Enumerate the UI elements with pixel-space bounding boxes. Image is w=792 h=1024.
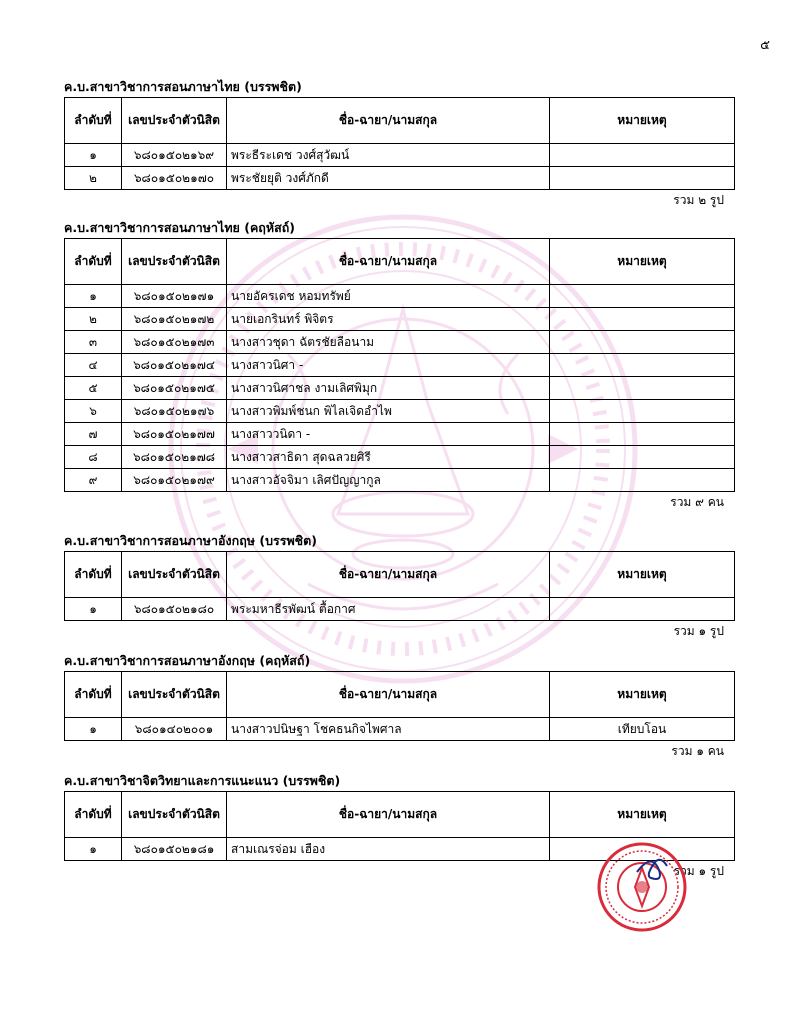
cell-no: ๓ — [65, 331, 122, 354]
cell-student-id: ๖๘๐๑๔๐๒๐๐๑ — [122, 718, 227, 741]
table-header-row — [65, 98, 735, 144]
section-total: รวม ๙ คน — [670, 495, 724, 509]
section-thai-laypeople — [64, 220, 726, 512]
section-total: รวม ๑ รูป — [673, 624, 724, 638]
header-name: ชื่อ-ฉายา/นามสกุล — [227, 792, 550, 838]
table-row — [65, 400, 735, 423]
cell-no: ๑ — [65, 144, 122, 167]
cell-note — [550, 167, 735, 190]
cell-name: นางสาวปนิษฐา โชคธนกิจไพศาล — [227, 718, 550, 741]
table-row — [65, 377, 735, 400]
header-no: ลำดับที่ — [65, 672, 122, 718]
section-total: รวม ๒ รูป — [673, 193, 724, 207]
cell-student-id: ๖๘๐๑๕๐๒๑๘๐ — [122, 598, 227, 621]
cell-name: นายอัครเดช หอมทรัพย์ — [227, 285, 550, 308]
cell-no: ๑ — [65, 838, 122, 861]
student-table — [64, 97, 735, 190]
cell-name: นางสาวอัจจิมา เลิศปัญญากูล — [227, 469, 550, 492]
cell-student-id: ๖๘๐๑๕๐๒๑๗๔ — [122, 354, 227, 377]
header-student-id: เลขประจำตัวนิสิต — [122, 672, 227, 718]
cell-student-id: ๖๘๐๑๕๐๒๑๗๓ — [122, 331, 227, 354]
cell-no: ๕ — [65, 377, 122, 400]
cell-note: เทียบโอน — [550, 718, 735, 741]
section-total: รวม ๑ คน — [671, 744, 724, 758]
table-row — [65, 446, 735, 469]
section-english-laypeople — [64, 653, 726, 761]
table-row — [65, 308, 735, 331]
cell-note — [550, 308, 735, 331]
cell-no: ๙ — [65, 469, 122, 492]
header-name: ชื่อ-ฉายา/นามสกุล — [227, 98, 550, 144]
table-header-row — [65, 552, 735, 598]
cell-no: ๒ — [65, 167, 122, 190]
cell-name: นางสาววนิดา - — [227, 423, 550, 446]
table-row — [65, 331, 735, 354]
cell-no: ๖ — [65, 400, 122, 423]
section-english-monks — [64, 533, 726, 641]
header-note: หมายเหตุ — [550, 792, 735, 838]
cell-no: ๔ — [65, 354, 122, 377]
cell-no: ๑ — [65, 598, 122, 621]
student-table — [64, 671, 735, 741]
table-header-row — [65, 792, 735, 838]
header-name: ชื่อ-ฉายา/นามสกุล — [227, 552, 550, 598]
cell-note — [550, 469, 735, 492]
header-student-id: เลขประจำตัวนิสิต — [122, 792, 227, 838]
cell-student-id: ๖๘๐๑๕๐๒๑๗๒ — [122, 308, 227, 331]
table-row — [65, 423, 735, 446]
cell-note — [550, 377, 735, 400]
header-note: หมายเหตุ — [550, 98, 735, 144]
cell-note — [550, 423, 735, 446]
student-table — [64, 551, 735, 621]
header-student-id: เลขประจำตัวนิสิต — [122, 239, 227, 285]
header-note: หมายเหตุ — [550, 239, 735, 285]
table-row — [65, 598, 735, 621]
table-row — [65, 354, 735, 377]
cell-note — [550, 446, 735, 469]
cell-note — [550, 354, 735, 377]
header-note: หมายเหตุ — [550, 552, 735, 598]
cell-student-id: ๖๘๐๑๕๐๒๑๖๙ — [122, 144, 227, 167]
cell-no: ๗ — [65, 423, 122, 446]
cell-student-id: ๖๘๐๑๕๐๒๑๗๗ — [122, 423, 227, 446]
cell-no: ๑ — [65, 718, 122, 741]
section-title: ค.บ.สาขาวิชาจิตวิทยาและการแนะแนว (บรรพชิต) — [64, 773, 341, 788]
header-student-id: เลขประจำตัวนิสิต — [122, 98, 227, 144]
table-row — [65, 469, 735, 492]
section-title: ค.บ.สาขาวิชาการสอนภาษาไทย (บรรพชิต) — [64, 79, 302, 94]
cell-student-id: ๖๘๐๑๕๐๒๑๗๖ — [122, 400, 227, 423]
section-title: ค.บ.สาขาวิชาการสอนภาษาอังกฤษ (คฤหัสถ์) — [64, 653, 311, 668]
header-no: ลำดับที่ — [65, 98, 122, 144]
cell-name: พระธีระเดช วงศ์สุวัฒน์ — [227, 144, 550, 167]
cell-student-id: ๖๘๐๑๕๐๒๑๗๕ — [122, 377, 227, 400]
cell-name: พระชัยยุติ วงศ์ภักดี — [227, 167, 550, 190]
cell-name: สามเณรจ่อม เฮือง — [227, 838, 550, 861]
cell-student-id: ๖๘๐๑๕๐๒๑๗๘ — [122, 446, 227, 469]
cell-no: ๘ — [65, 446, 122, 469]
cell-note — [550, 400, 735, 423]
cell-name: นางสาวสาธิดา สุดฉลวยศิรี — [227, 446, 550, 469]
table-header-row — [65, 239, 735, 285]
official-stamp — [597, 842, 687, 932]
cell-student-id: ๖๘๐๑๕๐๒๑๗๑ — [122, 285, 227, 308]
cell-name: นางสาวนิศาชล งามเลิศพิมุก — [227, 377, 550, 400]
header-no: ลำดับที่ — [65, 552, 122, 598]
header-note: หมายเหตุ — [550, 672, 735, 718]
page-number: ๕ — [760, 38, 770, 53]
cell-no: ๒ — [65, 308, 122, 331]
cell-note — [550, 285, 735, 308]
cell-note — [550, 144, 735, 167]
table-row — [65, 285, 735, 308]
header-name: ชื่อ-ฉายา/นามสกุล — [227, 672, 550, 718]
header-name: ชื่อ-ฉายา/นามสกุล — [227, 239, 550, 285]
section-total: รวม ๑ รูป — [673, 864, 724, 878]
header-no: ลำดับที่ — [65, 792, 122, 838]
section-title: ค.บ.สาขาวิชาการสอนภาษาไทย (คฤหัสถ์) — [64, 220, 296, 235]
table-header-row — [65, 672, 735, 718]
cell-name: นางสาวพิมพ์ชนก พิไลเจิดอำไพ — [227, 400, 550, 423]
header-no: ลำดับที่ — [65, 239, 122, 285]
cell-name: นางสาวชุดา ฉัตรชัยลือนาม — [227, 331, 550, 354]
cell-no: ๑ — [65, 285, 122, 308]
cell-name: นางสาวนิศา - — [227, 354, 550, 377]
cell-note — [550, 331, 735, 354]
table-row — [65, 718, 735, 741]
table-row — [65, 144, 735, 167]
cell-student-id: ๖๘๐๑๕๐๒๑๗๙ — [122, 469, 227, 492]
section-thai-monks — [64, 79, 726, 210]
section-title: ค.บ.สาขาวิชาการสอนภาษาอังกฤษ (บรรพชิต) — [64, 533, 317, 548]
cell-note — [550, 598, 735, 621]
student-table — [64, 238, 735, 492]
table-row — [65, 167, 735, 190]
cell-student-id: ๖๘๐๑๕๐๒๑๘๑ — [122, 838, 227, 861]
cell-student-id: ๖๘๐๑๕๐๒๑๗๐ — [122, 167, 227, 190]
cell-name: พระมหาธีรพัฒน์ ตื้อกาศ — [227, 598, 550, 621]
header-student-id: เลขประจำตัวนิสิต — [122, 552, 227, 598]
cell-name: นายเอกรินทร์ พิจิตร — [227, 308, 550, 331]
